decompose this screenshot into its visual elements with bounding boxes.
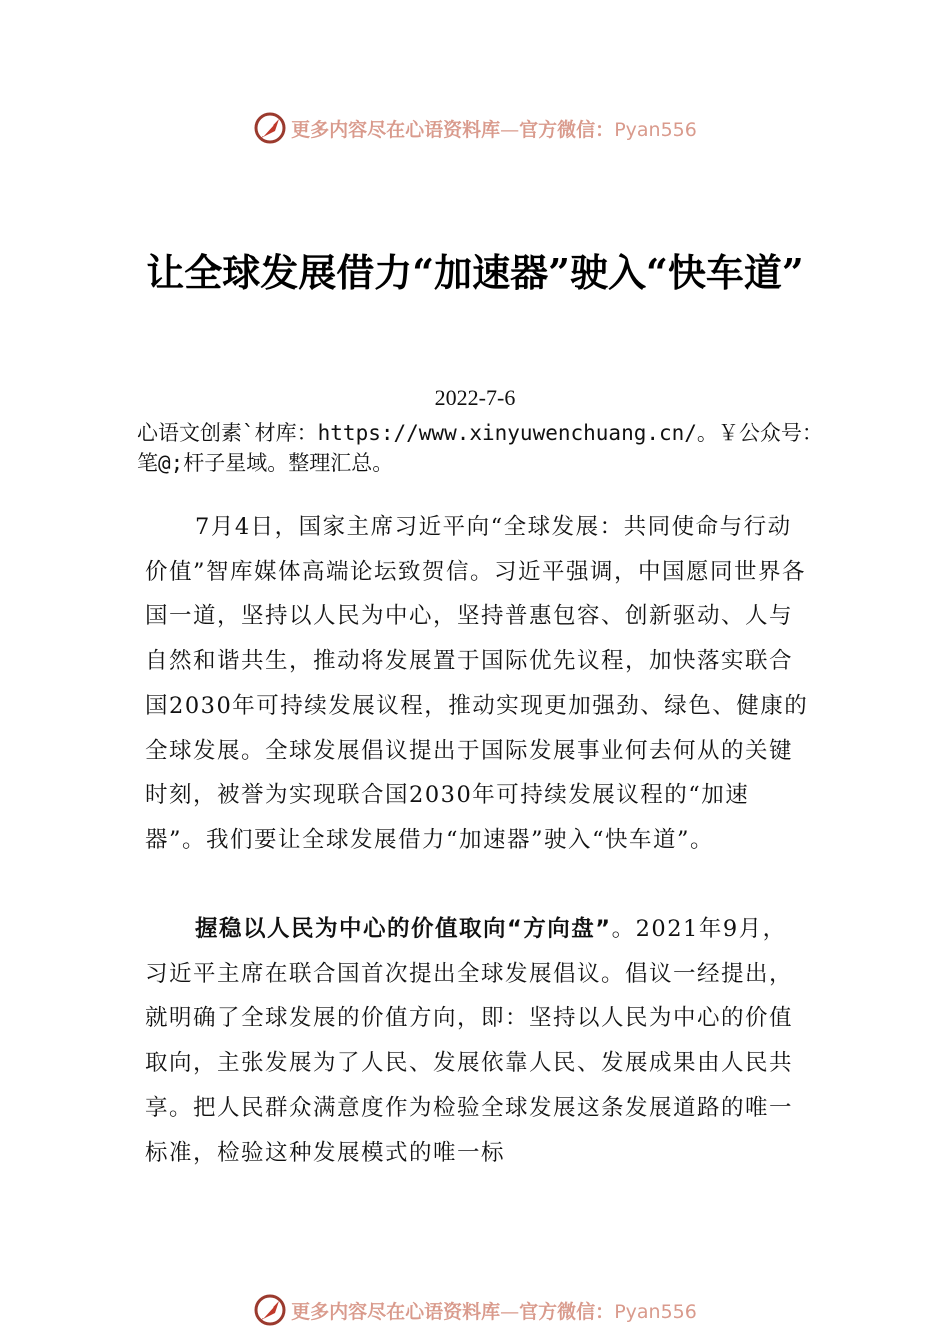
banner-wechat-id: Pyan556: [614, 118, 697, 141]
banner-library-text: 更多内容尽在心语资料库: [291, 118, 501, 141]
banner-wechat-label: 官方微信：: [519, 1300, 615, 1323]
source-note: 心语文创素`材库：https://www.xinyuwenchuang.cn/。￥公众号：笔@;杆子星域。整理汇总。: [137, 421, 823, 475]
banner-text: [291, 115, 697, 142]
banner-wechat-id: Pyan556: [614, 1300, 697, 1323]
watermark-banner-top: [0, 108, 950, 148]
quill-logo-icon: [253, 1293, 287, 1327]
paragraph-lead-heading: 握稳以人民为中心的价值取向“方向盘”: [195, 916, 612, 942]
watermark-banner-bottom: [0, 1290, 950, 1330]
quill-logo-icon: [253, 111, 287, 145]
banner-wechat-label: 官方微信：: [519, 118, 615, 141]
document-title: 让全球发展借力“加速器”驶入“快车道”: [146, 250, 804, 295]
body-paragraph-2: [145, 907, 810, 1175]
body-paragraph-1: 7月4日，国家主席习近平向“全球发展：共同使命与行动价值”智库媒体高端论坛致贺信。习近平强调，中国愿同世界各国一道，坚持以人民为中心，坚持普惠包容、创新驱动、人与自然和谐共生，推动将发展置于国际优先议程，加快落实联合国2030年可持续发展议程，推动实现更加强劲、绿色、健康的全球发展。全球发展倡议提出于国际发展事业何去何从的关键时刻，被誉为实现联合国2030年可持续发展议程的“加速器”。我们要让全球发展借力“加速器”驶入“快车道”。: [145, 514, 809, 853]
paragraph-2-text: 。2021年9月，习近平主席在联合国首次提出全球发展倡议。倡议一经提出，就明确了全球发展的价值方向，即：坚持以人民为中心的价值取向，主张发展为了人民、发展依靠人民、发展成果由人民共享。把人民群众满意度作为检验全球发展这条发展道路的唯一标准，检验这种发展模式的唯一标: [145, 916, 794, 1166]
banner-dash: —: [500, 118, 520, 141]
banner-library-text: 更多内容尽在心语资料库: [291, 1300, 501, 1323]
banner-dash: —: [500, 1300, 520, 1323]
document-date: 2022-7-6: [434, 385, 516, 410]
banner-text: [291, 1297, 697, 1324]
